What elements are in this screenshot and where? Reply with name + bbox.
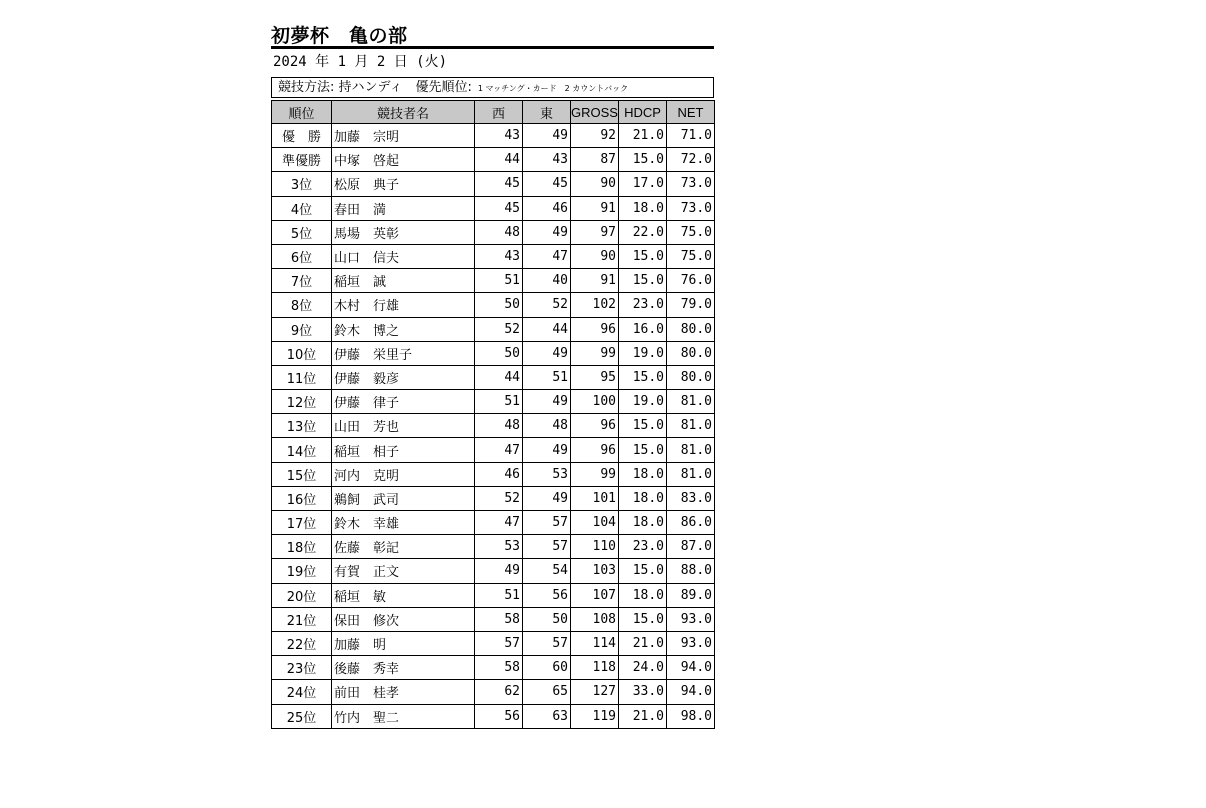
cell-east: 54	[523, 559, 571, 583]
cell-east: 43	[523, 148, 571, 172]
cell-gross: 90	[571, 172, 619, 196]
table-row	[272, 486, 715, 510]
cell-gross: 118	[571, 656, 619, 680]
cell-hdcp: 15.0	[619, 414, 667, 438]
cell-west: 47	[475, 438, 523, 462]
table-row	[272, 124, 715, 148]
cell-rank: 5位	[272, 220, 332, 244]
cell-west: 50	[475, 341, 523, 365]
cell-west: 49	[475, 559, 523, 583]
table-row	[272, 559, 715, 583]
cell-name: 前田 桂孝	[332, 680, 475, 704]
cell-net: 94.0	[667, 656, 715, 680]
cell-gross: 102	[571, 293, 619, 317]
cell-east: 49	[523, 438, 571, 462]
cell-net: 73.0	[667, 172, 715, 196]
cell-west: 51	[475, 583, 523, 607]
cell-gross: 119	[571, 704, 619, 728]
cell-west: 53	[475, 535, 523, 559]
cell-name: 中塚 啓起	[332, 148, 475, 172]
cell-hdcp: 23.0	[619, 535, 667, 559]
cell-name: 後藤 秀幸	[332, 656, 475, 680]
cell-net: 93.0	[667, 607, 715, 631]
cell-hdcp: 23.0	[619, 293, 667, 317]
cell-west: 45	[475, 196, 523, 220]
cell-hdcp: 16.0	[619, 317, 667, 341]
cell-east: 65	[523, 680, 571, 704]
table-row	[272, 438, 715, 462]
cell-rank: 20位	[272, 583, 332, 607]
cell-west: 46	[475, 462, 523, 486]
cell-net: 79.0	[667, 293, 715, 317]
cell-name: 春田 満	[332, 196, 475, 220]
cell-net: 80.0	[667, 341, 715, 365]
cell-name: 佐藤 彰記	[332, 535, 475, 559]
cell-gross: 99	[571, 341, 619, 365]
cell-gross: 97	[571, 220, 619, 244]
cell-rank: 6位	[272, 244, 332, 268]
cell-rank: 13位	[272, 414, 332, 438]
cell-hdcp: 19.0	[619, 341, 667, 365]
cell-gross: 101	[571, 486, 619, 510]
cell-rank: 12位	[272, 390, 332, 414]
cell-rank: 7位	[272, 269, 332, 293]
page-title: 初夢杯 亀の部	[271, 25, 408, 47]
cell-gross: 96	[571, 317, 619, 341]
cell-gross: 108	[571, 607, 619, 631]
method-label: 競技方法: 持ハンディ 優先順位:	[278, 80, 472, 95]
cell-west: 52	[475, 486, 523, 510]
cell-net: 89.0	[667, 583, 715, 607]
cell-hdcp: 15.0	[619, 365, 667, 389]
cell-east: 63	[523, 704, 571, 728]
cell-west: 51	[475, 269, 523, 293]
cell-name: 伊藤 毅彦	[332, 365, 475, 389]
cell-rank: 16位	[272, 486, 332, 510]
table-row	[272, 704, 715, 728]
cell-west: 58	[475, 607, 523, 631]
cell-rank: 17位	[272, 511, 332, 535]
table-header-row	[272, 101, 715, 124]
table-row	[272, 220, 715, 244]
cell-hdcp: 22.0	[619, 220, 667, 244]
header-net: NET	[667, 101, 715, 124]
cell-gross: 99	[571, 462, 619, 486]
cell-west: 43	[475, 244, 523, 268]
header-east: 東	[523, 101, 571, 124]
cell-west: 58	[475, 656, 523, 680]
cell-name: 稲垣 敏	[332, 583, 475, 607]
cell-hdcp: 18.0	[619, 511, 667, 535]
cell-name: 山田 芳也	[332, 414, 475, 438]
cell-rank: 9位	[272, 317, 332, 341]
cell-gross: 96	[571, 414, 619, 438]
cell-east: 49	[523, 220, 571, 244]
cell-east: 51	[523, 365, 571, 389]
cell-hdcp: 15.0	[619, 559, 667, 583]
cell-rank: 23位	[272, 656, 332, 680]
cell-name: 鈴木 博之	[332, 317, 475, 341]
header-hdcp: HDCP	[619, 101, 667, 124]
cell-east: 45	[523, 172, 571, 196]
table-row	[272, 390, 715, 414]
results-table	[271, 100, 715, 729]
cell-net: 81.0	[667, 414, 715, 438]
cell-west: 43	[475, 124, 523, 148]
cell-net: 94.0	[667, 680, 715, 704]
cell-west: 52	[475, 317, 523, 341]
cell-rank: 19位	[272, 559, 332, 583]
cell-east: 44	[523, 317, 571, 341]
cell-hdcp: 24.0	[619, 656, 667, 680]
cell-east: 47	[523, 244, 571, 268]
cell-net: 93.0	[667, 631, 715, 655]
cell-west: 47	[475, 511, 523, 535]
header-rank: 順位	[272, 101, 332, 124]
cell-name: 伊藤 栄里子	[332, 341, 475, 365]
cell-name: 山口 信夫	[332, 244, 475, 268]
cell-gross: 91	[571, 269, 619, 293]
table-row	[272, 583, 715, 607]
cell-hdcp: 18.0	[619, 462, 667, 486]
cell-hdcp: 19.0	[619, 390, 667, 414]
table-row	[272, 317, 715, 341]
cell-hdcp: 21.0	[619, 631, 667, 655]
cell-net: 83.0	[667, 486, 715, 510]
table-row	[272, 269, 715, 293]
header-name: 競技者名	[332, 101, 475, 124]
cell-rank: 18位	[272, 535, 332, 559]
cell-net: 98.0	[667, 704, 715, 728]
cell-east: 57	[523, 631, 571, 655]
table-row	[272, 511, 715, 535]
cell-rank: 14位	[272, 438, 332, 462]
cell-name: 鈴木 幸雄	[332, 511, 475, 535]
cell-east: 57	[523, 511, 571, 535]
cell-name: 鵜飼 武司	[332, 486, 475, 510]
table-row	[272, 148, 715, 172]
cell-east: 60	[523, 656, 571, 680]
cell-east: 46	[523, 196, 571, 220]
table-row	[272, 172, 715, 196]
cell-rank: 24位	[272, 680, 332, 704]
cell-net: 86.0	[667, 511, 715, 535]
cell-net: 81.0	[667, 438, 715, 462]
cell-net: 81.0	[667, 390, 715, 414]
table-row	[272, 365, 715, 389]
cell-rank: 15位	[272, 462, 332, 486]
cell-hdcp: 15.0	[619, 269, 667, 293]
cell-rank: 3位	[272, 172, 332, 196]
cell-gross: 91	[571, 196, 619, 220]
cell-rank: 準優勝	[272, 148, 332, 172]
cell-hdcp: 18.0	[619, 583, 667, 607]
cell-west: 44	[475, 365, 523, 389]
cell-gross: 90	[571, 244, 619, 268]
cell-net: 80.0	[667, 317, 715, 341]
cell-rank: 優 勝	[272, 124, 332, 148]
cell-east: 49	[523, 390, 571, 414]
cell-west: 48	[475, 220, 523, 244]
table-row	[272, 680, 715, 704]
cell-net: 88.0	[667, 559, 715, 583]
results-document	[271, 26, 714, 729]
cell-west: 45	[475, 172, 523, 196]
table-row	[272, 414, 715, 438]
cell-net: 73.0	[667, 196, 715, 220]
priority-note: 1 マッチング・カード 2 カウントバック	[477, 84, 629, 93]
header-west: 西	[475, 101, 523, 124]
cell-name: 木村 行雄	[332, 293, 475, 317]
cell-gross: 95	[571, 365, 619, 389]
cell-gross: 103	[571, 559, 619, 583]
cell-name: 有賀 正文	[332, 559, 475, 583]
cell-hdcp: 17.0	[619, 172, 667, 196]
cell-hdcp: 33.0	[619, 680, 667, 704]
cell-west: 50	[475, 293, 523, 317]
cell-west: 56	[475, 704, 523, 728]
table-row	[272, 607, 715, 631]
cell-net: 76.0	[667, 269, 715, 293]
cell-net: 81.0	[667, 462, 715, 486]
cell-gross: 110	[571, 535, 619, 559]
cell-net: 72.0	[667, 148, 715, 172]
cell-gross: 96	[571, 438, 619, 462]
cell-hdcp: 21.0	[619, 124, 667, 148]
cell-hdcp: 18.0	[619, 486, 667, 510]
cell-east: 49	[523, 486, 571, 510]
cell-east: 40	[523, 269, 571, 293]
cell-hdcp: 15.0	[619, 607, 667, 631]
cell-gross: 87	[571, 148, 619, 172]
results-body	[272, 124, 715, 729]
cell-name: 加藤 明	[332, 631, 475, 655]
cell-name: 河内 克明	[332, 462, 475, 486]
cell-name: 馬場 英彰	[332, 220, 475, 244]
table-row	[272, 535, 715, 559]
cell-name: 加藤 宗明	[332, 124, 475, 148]
competition-method	[271, 77, 714, 98]
cell-net: 75.0	[667, 244, 715, 268]
cell-west: 44	[475, 148, 523, 172]
cell-east: 56	[523, 583, 571, 607]
cell-west: 51	[475, 390, 523, 414]
cell-east: 53	[523, 462, 571, 486]
cell-rank: 8位	[272, 293, 332, 317]
cell-east: 48	[523, 414, 571, 438]
cell-net: 87.0	[667, 535, 715, 559]
cell-rank: 11位	[272, 365, 332, 389]
cell-east: 49	[523, 124, 571, 148]
cell-hdcp: 15.0	[619, 244, 667, 268]
cell-hdcp: 18.0	[619, 196, 667, 220]
cell-net: 80.0	[667, 365, 715, 389]
cell-name: 稲垣 誠	[332, 269, 475, 293]
table-row	[272, 462, 715, 486]
cell-gross: 107	[571, 583, 619, 607]
cell-name: 稲垣 相子	[332, 438, 475, 462]
cell-west: 57	[475, 631, 523, 655]
cell-name: 伊藤 律子	[332, 390, 475, 414]
cell-rank: 4位	[272, 196, 332, 220]
cell-gross: 92	[571, 124, 619, 148]
table-row	[272, 244, 715, 268]
table-row	[272, 656, 715, 680]
cell-net: 71.0	[667, 124, 715, 148]
table-row	[272, 293, 715, 317]
cell-gross: 114	[571, 631, 619, 655]
cell-east: 50	[523, 607, 571, 631]
cell-hdcp: 15.0	[619, 148, 667, 172]
cell-hdcp: 21.0	[619, 704, 667, 728]
cell-hdcp: 15.0	[619, 438, 667, 462]
cell-rank: 21位	[272, 607, 332, 631]
cell-gross: 127	[571, 680, 619, 704]
cell-west: 62	[475, 680, 523, 704]
table-row	[272, 341, 715, 365]
event-date: 2024 年 1 月 2 日 (火)	[273, 54, 448, 70]
cell-rank: 25位	[272, 704, 332, 728]
cell-east: 49	[523, 341, 571, 365]
cell-name: 竹内 聖二	[332, 704, 475, 728]
cell-gross: 100	[571, 390, 619, 414]
cell-net: 75.0	[667, 220, 715, 244]
cell-west: 48	[475, 414, 523, 438]
table-row	[272, 631, 715, 655]
cell-name: 松原 典子	[332, 172, 475, 196]
cell-east: 57	[523, 535, 571, 559]
header-gross: GROSS	[571, 101, 619, 124]
cell-rank: 10位	[272, 341, 332, 365]
cell-name: 保田 修次	[332, 607, 475, 631]
cell-gross: 104	[571, 511, 619, 535]
table-row	[272, 196, 715, 220]
cell-rank: 22位	[272, 631, 332, 655]
cell-east: 52	[523, 293, 571, 317]
